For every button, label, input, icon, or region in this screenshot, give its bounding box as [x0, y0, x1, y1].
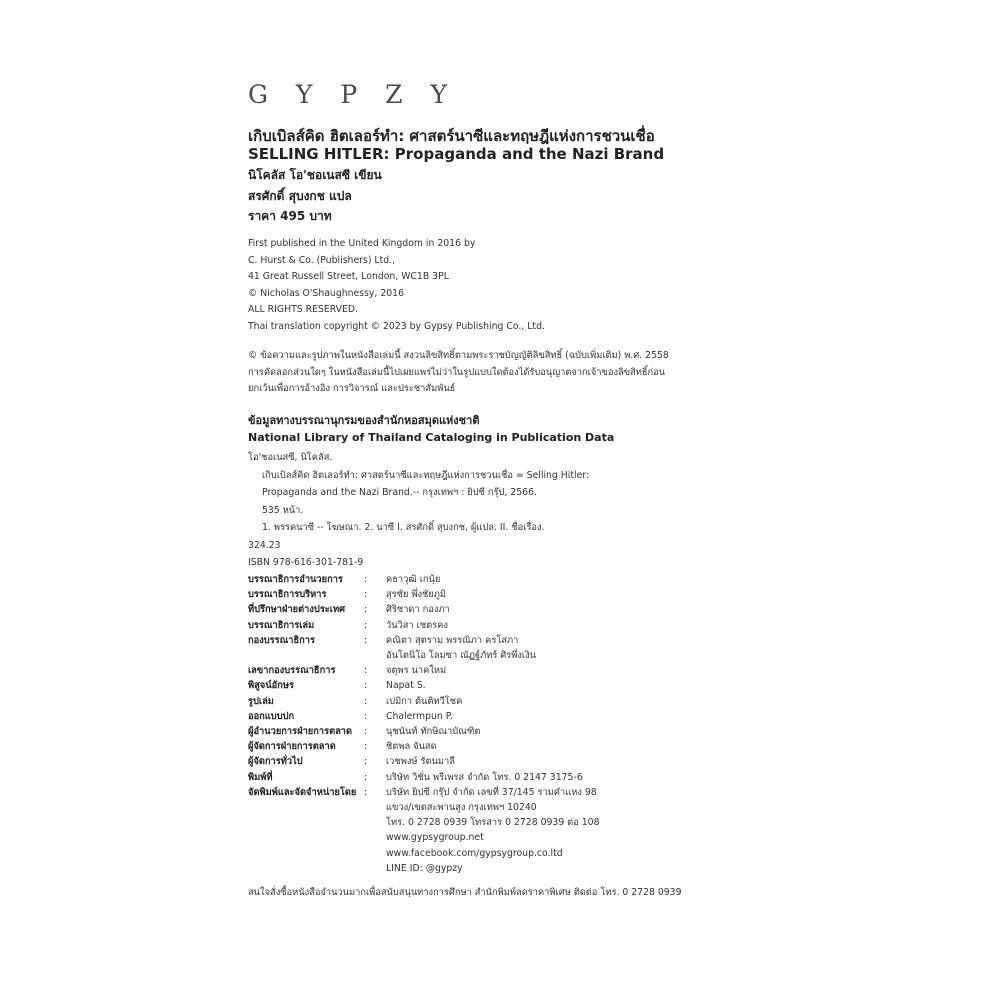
cip-title-english: National Library of Thailand Cataloging in Publication Data	[248, 431, 615, 444]
staff-value: แขวง/เขตสะพานสูง กรุงเทพฯ 10240	[386, 802, 537, 814]
staff-row	[248, 830, 768, 845]
staff-value: ศิริชาดา กองภา	[386, 604, 450, 616]
staff-row	[248, 800, 768, 815]
staff-role: พิสูจน์อักษร	[248, 680, 294, 692]
staff-role: กองบรรณาธิการ	[248, 634, 316, 646]
staff-row: ออกแบบปก : Chalermpun P.	[248, 709, 768, 724]
line-id: LINE ID: @gypzy	[386, 862, 463, 874]
copyright-line: 41 Great Russell Street, London, WC1B 3PL	[248, 271, 449, 282]
staff-row: จัดพิมพ์และจัดจำหน่ายโดย : บริษัท ยิปซี กรุ๊ป จำกัด เลขที่ 37/145 รามคำแหง 98	[248, 785, 768, 800]
cip-title-line: เกิบเบิลส์คิด ฮิตเลอร์ทำ: ศาสตร์นาซีและทฤษฎีแห่งการชวนเชื่อ = Selling Hitler:	[262, 469, 590, 481]
staff-value: บริษัท ยิปซี กรุ๊ป จำกัด เลขที่ 37/145 รามคำแหง 98	[386, 786, 597, 798]
staff-role: บรรณาธิการบริหาร	[248, 589, 327, 601]
staff-value: คณิตา สุตราม พรรณิภา ครโสภา	[386, 634, 519, 646]
staff-role: จัดพิมพ์และจัดจำหน่ายโดย	[248, 786, 357, 798]
cip-title-thai: ข้อมูลทางบรรณานุกรมของสำนักหอสมุดแห่งชาติ	[248, 414, 480, 427]
staff-role: ที่ปรึกษาฝ่ายต่างประเทศ	[248, 604, 346, 616]
copyright-line: © Nicholas O'Shaughnessy, 2016	[248, 287, 404, 299]
price: ราคา 495 บาท	[248, 209, 332, 223]
rights-line: © ข้อความและรูปภาพในหนังสือเล่มนี้ สงวนลิขสิทธิ์ตามพระราชบัญญัติลิขสิทธิ์ (ฉบับเพิ่มเติม) พ.ศ. 2558	[248, 350, 669, 361]
copyright-line: C. Hurst & Co. (Publishers) Ltd.,	[248, 254, 396, 266]
staff-row: ผู้จัดการฝ่ายการตลาด : ชิตพล จันสด	[248, 739, 768, 754]
cip-record	[248, 449, 589, 572]
staff-role: รูปเล่ม	[248, 695, 274, 707]
copyright-line: Thai translation copyright © 2023 by Gypsy Publishing Co., Ltd.	[248, 320, 545, 332]
staff-role: บรรณาธิการเล่ม	[248, 619, 315, 631]
title-english: SELLING HITLER: Propaganda and the Nazi Brand	[248, 145, 665, 163]
staff-role: ผู้อำนวยการฝ่ายการตลาด	[248, 726, 353, 738]
staff-value: Chalermpun P.	[386, 710, 453, 722]
staff-row: บรรณาธิการอำนวยการ : คธาวุฒิ เกนุ้ย	[248, 572, 768, 587]
staff-role: พิมพ์ที่	[248, 771, 273, 783]
copyright-block	[248, 236, 545, 335]
author-credit: นิโคลัส โอ'ชอเนสซี เขียน	[248, 168, 382, 182]
staff-value: คธาวุฒิ เกนุ้ย	[386, 574, 441, 585]
staff-value: สุรชัย พึ่งชัยภูมิ	[386, 589, 447, 601]
rights-line: การคัดลอกส่วนใดๆ ในหนังสือเล่มนี้ไปเผยแพร่ไม่ว่าในรูปแบบใดต้องได้รับอนุญาตจากเจ้าของลิขสิทธิ์ก่อน	[248, 366, 666, 378]
staff-role: บรรณาธิการอำนวยการ	[248, 574, 343, 585]
staff-row	[248, 846, 768, 861]
website-link: www.gypsygroup.net	[386, 832, 484, 844]
staff-row: บรรณาธิการเล่ม : วันวิสา เชตรคง	[248, 618, 768, 633]
staff-role: เลขากองบรรณาธิการ	[248, 665, 336, 677]
translator-credit: สรศักดิ์ สุบงกช แปล	[248, 189, 352, 203]
bulk-order-note: สนใจสั่งซื้อหนังสือจำนวนมากเพื่อสนับสนุนทางการศึกษา สำนักพิมพ์ลดราคาพิเศษ ติดต่อ โทร. 0 2728 0939	[248, 887, 682, 898]
staff-value: เวชพงษ์ รัตนมาลี	[386, 756, 455, 768]
staff-value: จตุพร นาคใหม่	[386, 665, 447, 677]
staff-role: ผู้จัดการฝ่ายการตลาด	[248, 741, 336, 753]
staff-role: ผู้จัดการทั่วไป	[248, 756, 303, 768]
cip-subjects: 1. พรรคนาซี -- โฆษณา. 2. นาซี I. สรศักดิ์ สุบงกช, ผู้แปล. II. ชื่อเรื่อง.	[262, 522, 545, 533]
staff-value: บริษัท วิชั่น พรีเพรส จำกัด โทร. 0 2147 3175-6	[386, 771, 583, 783]
staff-row: ผู้จัดการทั่วไป : เวชพงษ์ รัตนมาลี	[248, 754, 768, 769]
staff-row	[248, 815, 768, 830]
cip-title-line: Propaganda and the Nazi Brand.-- กรุงเทพฯ : ยิปซี กรุ๊ป, 2566.	[262, 487, 537, 498]
staff-role: ออกแบบปก	[248, 710, 295, 722]
staff-credits	[248, 572, 768, 876]
copyright-line: First published in the United Kingdom in 2016 by	[248, 238, 476, 249]
staff-value: โทร. 0 2728 0939 โทรสาร 0 2728 0939 ต่อ 108	[386, 817, 600, 829]
staff-value: อันโตนิโอ โลมซา ณัฏฐ์ภัทร์ ศิรพึ่งเงิน	[386, 650, 536, 662]
staff-row: รูปเล่ม : เปมิกา ต้นติทวีโชค	[248, 694, 768, 709]
cip-pages: 535 หน้า.	[262, 504, 304, 516]
staff-row: กองบรรณาธิการ : คณิตา สุตราม พรรณิภา ครโสภา	[248, 633, 768, 648]
copyright-line: ALL RIGHTS RESERVED.	[248, 304, 359, 315]
staff-value: นุชนันท์ ทักษิณาบัณฑิต	[386, 726, 481, 738]
cip-classification: 324.23	[248, 539, 281, 551]
staff-row: พิสูจน์อักษร : Napat S.	[248, 678, 768, 693]
staff-row	[248, 648, 768, 663]
cip-isbn: ISBN 978-616-301-781-9	[248, 557, 364, 568]
publisher-logo: G Y P Z Y	[248, 80, 457, 109]
cip-author-entry: โอ'ชอเนสซี, นิโคลัส.	[248, 452, 333, 463]
facebook-link: www.facebook.com/gypsygroup.co.ltd	[386, 847, 563, 859]
staff-row: เลขากองบรรณาธิการ : จตุพร นาคใหม่	[248, 663, 768, 678]
staff-row: บรรณาธิการบริหาร : สุรชัย พึ่งชัยภูมิ	[248, 587, 768, 602]
staff-row: ที่ปรึกษาฝ่ายต่างประเทศ : ศิริชาดา กองภา	[248, 602, 768, 617]
staff-row: ผู้อำนวยการฝ่ายการตลาด : นุชนันท์ ทักษิณาบัณฑิต	[248, 724, 768, 739]
rights-notice	[248, 348, 669, 398]
staff-row: พิมพ์ที่ : บริษัท วิชั่น พรีเพรส จำกัด โทร. 0 2147 3175-6	[248, 770, 768, 785]
staff-value: ชิตพล จันสด	[386, 741, 437, 753]
staff-row	[248, 861, 768, 876]
staff-value: เปมิกา ต้นติทวีโชค	[386, 695, 463, 707]
staff-value: Napat S.	[386, 680, 426, 692]
rights-line: ยกเว้นเพื่อการอ้างอิง การวิจารณ์ และประชาสัมพันธ์	[248, 383, 456, 394]
title-thai: เกิบเบิลส์คิด ฮิตเลอร์ทำ: ศาสตร์นาซีและทฤษฎีแห่งการชวนเชื่อ	[248, 127, 655, 145]
staff-value: วันวิสา เชตรคง	[386, 619, 448, 631]
